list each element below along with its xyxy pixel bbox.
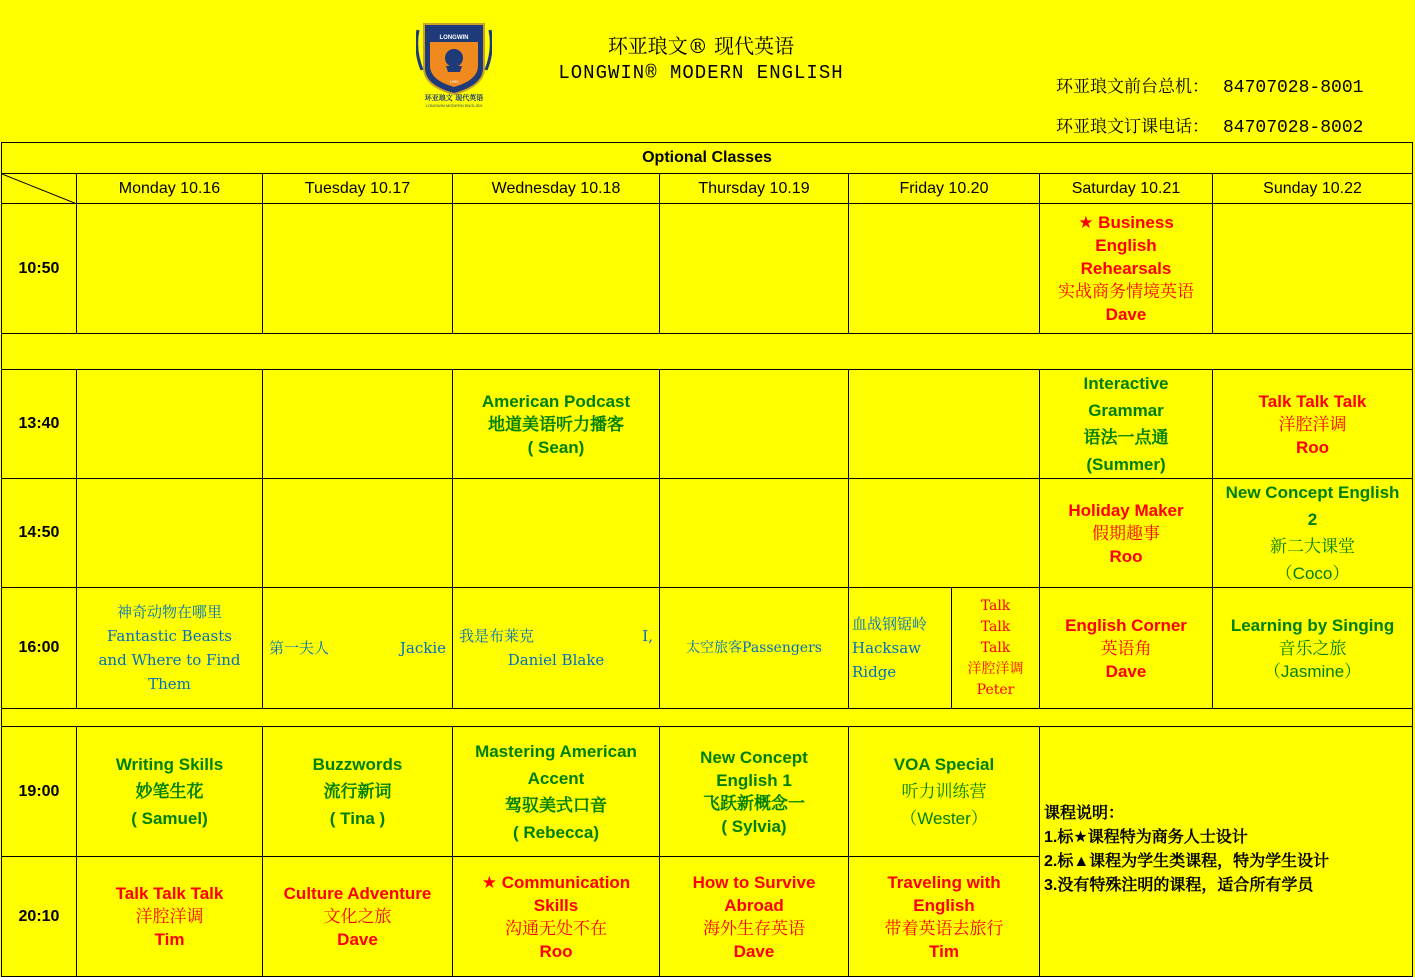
notes-item: 1.标★课程特为商务人士设计 <box>1044 829 1248 846</box>
empty-cell <box>77 204 263 334</box>
break-row <box>2 334 1413 370</box>
empty-cell <box>660 479 849 588</box>
header <box>0 0 1415 141</box>
empty-cell <box>660 204 849 334</box>
movie-cell[interactable] <box>453 588 660 709</box>
class-cell[interactable] <box>263 857 453 977</box>
class-title: Interactive <box>1083 374 1169 393</box>
class-teacher: (Summer) <box>1086 455 1166 474</box>
empty-cell <box>77 479 263 588</box>
class-title-cn: 洋腔洋调 <box>135 907 204 926</box>
class-teacher: Tim <box>929 941 959 961</box>
class-title-cn: 洋腔洋调 <box>1278 414 1347 434</box>
class-teacher: Tim <box>154 930 185 949</box>
empty-cell <box>263 204 453 334</box>
class-title-cn: 妙笔生花 <box>135 782 204 801</box>
svg-text:1999: 1999 <box>449 79 459 84</box>
front-desk-phone-number[interactable]: 84707028-8001 <box>1223 78 1364 98</box>
class-title: American Podcast <box>481 391 631 411</box>
class-teacher: Peter <box>976 681 1015 698</box>
class-title: Mastering American <box>475 741 637 761</box>
day-header-friday: Friday 10.20 <box>849 174 1040 204</box>
class-title: Talk <box>980 597 1011 614</box>
class-cell[interactable] <box>453 727 660 857</box>
empty-cell <box>1213 204 1413 334</box>
class-title-cn: 沟通无处不在 <box>505 918 607 938</box>
class-title: English <box>1095 236 1157 255</box>
day-header-thursday: Thursday 10.19 <box>660 174 849 204</box>
time-slot: 10:50 <box>2 204 77 334</box>
movie-title-en: Daniel Blake <box>507 651 605 669</box>
movie-title-en: Fantastic Beasts <box>107 627 232 645</box>
class-cell[interactable] <box>77 727 263 857</box>
class-title: English Corner <box>1065 615 1187 635</box>
movie-cell[interactable] <box>849 588 952 709</box>
class-title: Talk Talk Talk <box>1258 391 1367 411</box>
class-teacher: ( Rebecca) <box>513 822 599 842</box>
class-cell[interactable] <box>263 727 453 857</box>
movie-cell[interactable] <box>77 588 263 709</box>
day-header-wednesday: Wednesday 10.18 <box>453 174 660 204</box>
booking-phone-number[interactable]: 84707028-8002 <box>1223 118 1364 138</box>
class-title-cn: 听力训练营 <box>901 782 987 801</box>
booking-phone <box>1056 112 1363 138</box>
time-slot: 20:10 <box>2 857 77 977</box>
class-title: Skills <box>533 895 579 915</box>
empty-cell <box>849 204 1040 334</box>
class-title-cn: 文化之旅 <box>323 907 392 926</box>
class-cell[interactable] <box>1213 479 1413 588</box>
movie-cell[interactable] <box>660 588 849 709</box>
class-cell[interactable] <box>1213 370 1413 479</box>
class-title: Talk <box>980 618 1011 635</box>
class-teacher: Roo <box>1109 546 1143 566</box>
class-teacher: Dave <box>1105 661 1147 681</box>
class-title: English 1 <box>716 770 792 790</box>
class-title-cn: 语法一点通 <box>1083 428 1169 447</box>
class-cell[interactable] <box>849 857 1040 977</box>
class-cell[interactable] <box>1040 204 1213 334</box>
time-slot: 19:00 <box>2 727 77 857</box>
day-header-monday: Monday 10.16 <box>77 174 263 204</box>
class-title: Grammar <box>1088 401 1164 420</box>
empty-cell <box>453 204 660 334</box>
class-title: Buzzwords <box>312 755 403 774</box>
class-cell[interactable] <box>1040 479 1213 588</box>
class-teacher: ( Sean) <box>527 437 585 457</box>
longwin-logo <box>416 20 492 110</box>
class-cell[interactable] <box>453 370 660 479</box>
notes-item: 3.没有特殊注明的课程，适合所有学员 <box>1044 877 1314 894</box>
class-title-cn: 驾驭美式口音 <box>505 795 607 815</box>
class-title-cn: 假期趣事 <box>1092 523 1160 543</box>
brand-name-cn: 环亚琅文® 现代英语 <box>607 34 795 58</box>
movie-cell[interactable] <box>263 588 453 709</box>
empty-cell <box>453 479 660 588</box>
empty-cell <box>263 479 453 588</box>
time-slot: 16:00 <box>2 588 77 709</box>
class-title: VOA Special <box>893 755 995 774</box>
class-teacher: ( Samuel) <box>131 809 208 828</box>
day-header-sunday: Sunday 10.22 <box>1213 174 1413 204</box>
class-title: Culture Adventure <box>283 884 432 903</box>
svg-text:环亚琅文 现代英语: 环亚琅文 现代英语 <box>424 94 484 102</box>
class-title: Abroad <box>724 895 784 915</box>
class-title-cn: 带着英语去旅行 <box>884 918 1004 938</box>
front-desk-phone-label: 环亚琅文前台总机： <box>1056 77 1209 97</box>
movie-title-en: Them <box>148 675 191 693</box>
class-title-cn: 洋腔洋调 <box>967 660 1024 677</box>
class-title: Accent <box>527 768 585 788</box>
diagonal-line <box>2 174 77 204</box>
class-title-cn: 英语角 <box>1100 638 1152 658</box>
empty-cell <box>660 370 849 479</box>
svg-text:LONGWIN: LONGWIN <box>439 35 469 41</box>
course-notes <box>1040 727 1413 977</box>
class-title: Rehearsals <box>1080 259 1172 278</box>
class-cell[interactable] <box>453 857 660 977</box>
movie-title-en: Ridge <box>852 663 897 681</box>
class-title: Traveling with <box>887 872 1001 892</box>
movie-title-en: Jackie <box>399 639 446 657</box>
movie-title-cn: 血战钢锯岭 <box>852 615 928 633</box>
class-title-cn: 飞跃新概念一 <box>703 793 805 813</box>
class-teacher: Dave <box>733 941 775 961</box>
class-title: Talk <box>980 639 1011 656</box>
class-cell[interactable] <box>77 857 263 977</box>
class-title-cn: 音乐之旅 <box>1278 638 1347 658</box>
empty-cell <box>849 479 1040 588</box>
movie-title-cn: 神奇动物在哪里 <box>116 603 222 621</box>
day-header-saturday: Saturday 10.21 <box>1040 174 1213 204</box>
movie-title: 太空旅客Passengers <box>686 640 822 656</box>
time-slot: 13:40 <box>2 370 77 479</box>
movie-title-cn: 我是布莱克 <box>459 627 535 645</box>
class-title: ★ Communication <box>481 872 631 892</box>
svg-text:LONGWIN MODERN ENGLISH: LONGWIN MODERN ENGLISH <box>425 103 483 108</box>
time-slot: 14:50 <box>2 479 77 588</box>
empty-cell <box>263 370 453 479</box>
class-teacher: Roo <box>1296 437 1330 457</box>
class-title: How to Survive <box>692 872 816 892</box>
notes-item: 2.标▲课程为学生类课程，特为学生设计 <box>1044 853 1330 870</box>
class-teacher: Roo <box>539 941 573 961</box>
notes-heading: 课程说明： <box>1044 805 1125 822</box>
brand-name-en: LONGWIN® MODERN ENGLISH <box>558 62 844 84</box>
class-teacher: （Jasmine） <box>1263 661 1362 681</box>
class-teacher: ( Tina ) <box>329 809 386 828</box>
class-title: ★ Business <box>1078 213 1174 232</box>
corner-cell <box>2 174 77 204</box>
class-teacher: （Wester） <box>900 809 988 828</box>
class-title: New Concept English <box>1225 483 1400 502</box>
class-teacher: （Coco） <box>1275 564 1350 583</box>
class-title: Learning by Singing <box>1230 615 1395 635</box>
class-cell[interactable] <box>1040 588 1213 709</box>
class-cell[interactable] <box>849 727 1040 857</box>
class-title-cn: 地道美语听力播客 <box>488 414 624 434</box>
class-teacher: Dave <box>337 930 378 949</box>
movie-title-en: Hacksaw <box>852 639 921 657</box>
movie-title-en: and Where to Find <box>98 651 241 669</box>
class-title: 2 <box>1307 510 1318 529</box>
front-desk-phone <box>1056 72 1363 98</box>
class-cell[interactable] <box>660 857 849 977</box>
class-teacher: ( Sylvia) <box>721 816 787 836</box>
schedule-table <box>1 142 1413 977</box>
class-cell[interactable] <box>1213 588 1413 709</box>
class-cell[interactable] <box>1040 370 1213 479</box>
class-title: Writing Skills <box>115 755 224 774</box>
class-title: English <box>913 895 975 915</box>
empty-cell <box>849 370 1040 479</box>
class-cell[interactable] <box>660 727 849 857</box>
class-teacher: Dave <box>1105 305 1147 324</box>
class-title-cn: 流行新词 <box>323 782 392 801</box>
class-cell[interactable] <box>952 588 1040 709</box>
empty-cell <box>77 370 263 479</box>
class-title-cn: 海外生存英语 <box>703 918 805 938</box>
class-title: Holiday Maker <box>1068 500 1184 520</box>
movie-title-en: I, <box>642 627 653 645</box>
day-header-tuesday: Tuesday 10.17 <box>263 174 453 204</box>
movie-title-cn: 第一夫人 <box>269 639 330 657</box>
class-title: Talk Talk Talk <box>115 884 224 903</box>
table-title: Optional Classes <box>2 143 1413 174</box>
break-row <box>2 709 1413 727</box>
class-title-cn: 实战商务情境英语 <box>1058 282 1194 301</box>
class-title-cn: 新二大课堂 <box>1270 537 1356 556</box>
booking-phone-label: 环亚琅文订课电话： <box>1056 117 1209 137</box>
class-title: New Concept <box>700 747 808 767</box>
